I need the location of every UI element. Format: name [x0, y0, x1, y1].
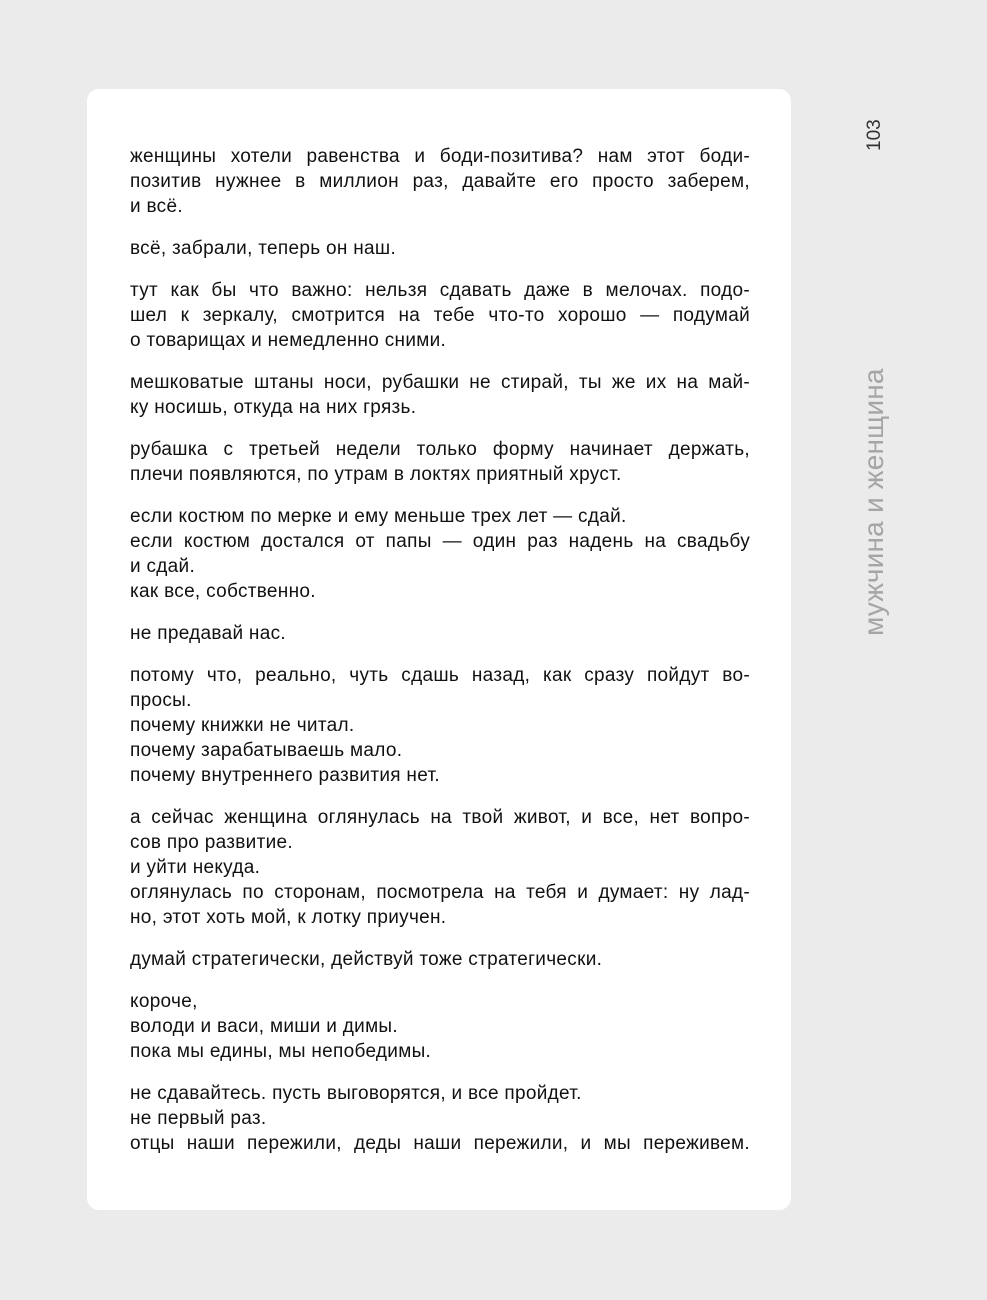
paragraph — [130, 947, 750, 972]
text-line: плечи появляются, по утрам в локтях приятный хруст. — [130, 464, 622, 485]
text-line: и всё. — [130, 196, 183, 217]
paragraph — [130, 504, 750, 604]
paragraph — [130, 805, 750, 930]
text-line: всё, забрали, теперь он наш. — [130, 238, 397, 259]
paragraph — [130, 663, 750, 788]
text-line: почему книжки не читал. — [130, 715, 355, 736]
body-text — [130, 144, 750, 1173]
text-line: володи и васи, миши и димы. — [130, 1016, 398, 1037]
paragraph — [130, 236, 750, 261]
text-line: просы. — [130, 690, 192, 711]
text-line: мешковатые штаны носи, рубашки не стирай, ты же их на май- — [130, 372, 750, 393]
text-line: о товарищах и немедленно сними. — [130, 330, 447, 351]
text-line: ку носишь, откуда на них грязь. — [130, 397, 417, 418]
text-line: не первый раз. — [130, 1108, 267, 1129]
text-line: а сейчас женщина оглянулась на твой живот, и все, нет вопро- — [130, 807, 750, 828]
text-line: не предавай нас. — [130, 623, 286, 644]
text-line: думай стратегически, действуй тоже стратегически. — [130, 949, 603, 970]
text-line: и сдай. — [130, 556, 196, 577]
text-line: не сдавайтесь. пусть выговорятся, и все пройдет. — [130, 1083, 582, 1104]
paragraph — [130, 144, 750, 219]
text-line: почему внутреннего развития нет. — [130, 765, 440, 786]
paragraph — [130, 278, 750, 353]
text-line: если костюм по мерке и ему меньше трех лет — сдай. — [130, 506, 627, 527]
page-card — [87, 89, 791, 1210]
text-line: шел к зеркалу, смотрится на тебе что-то хорошо — подумай — [130, 305, 750, 326]
section-title: мужчина и женщина — [858, 368, 889, 636]
text-line: если костюм достался от папы — один раз надень на свадьбу — [130, 531, 750, 552]
paragraph — [130, 1081, 750, 1156]
text-line: как все, собственно. — [130, 581, 316, 602]
text-line: отцы наши пережили, деды наши пережили, и мы переживем. — [130, 1133, 750, 1154]
paragraph — [130, 621, 750, 646]
text-line: женщины хотели равенства и боди-позитива? нам этот боди- — [130, 146, 750, 167]
text-line: пока мы едины, мы непобедимы. — [130, 1041, 432, 1062]
text-line: тут как бы что важно: нельзя сдавать даже в мелочах. подо- — [130, 280, 750, 301]
text-line: сов про развитие. — [130, 832, 293, 853]
text-line: потому что, реально, чуть сдашь назад, как сразу пойдут во- — [130, 665, 750, 686]
text-line: позитив нужнее в миллион раз, давайте его просто заберем, — [130, 171, 750, 192]
text-line: но, этот хоть мой, к лотку приучен. — [130, 907, 447, 928]
text-line: и уйти некуда. — [130, 857, 261, 878]
text-line: короче, — [130, 991, 198, 1012]
paragraph — [130, 989, 750, 1064]
paragraph — [130, 437, 750, 487]
text-line: почему зарабатываешь мало. — [130, 740, 403, 761]
text-line: оглянулась по сторонам, посмотрела на тебя и думает: ну лад- — [130, 882, 750, 903]
page-number: 103 — [864, 119, 885, 151]
paragraph — [130, 370, 750, 420]
text-line: рубашка с третьей недели только форму начинает держать, — [130, 439, 750, 460]
